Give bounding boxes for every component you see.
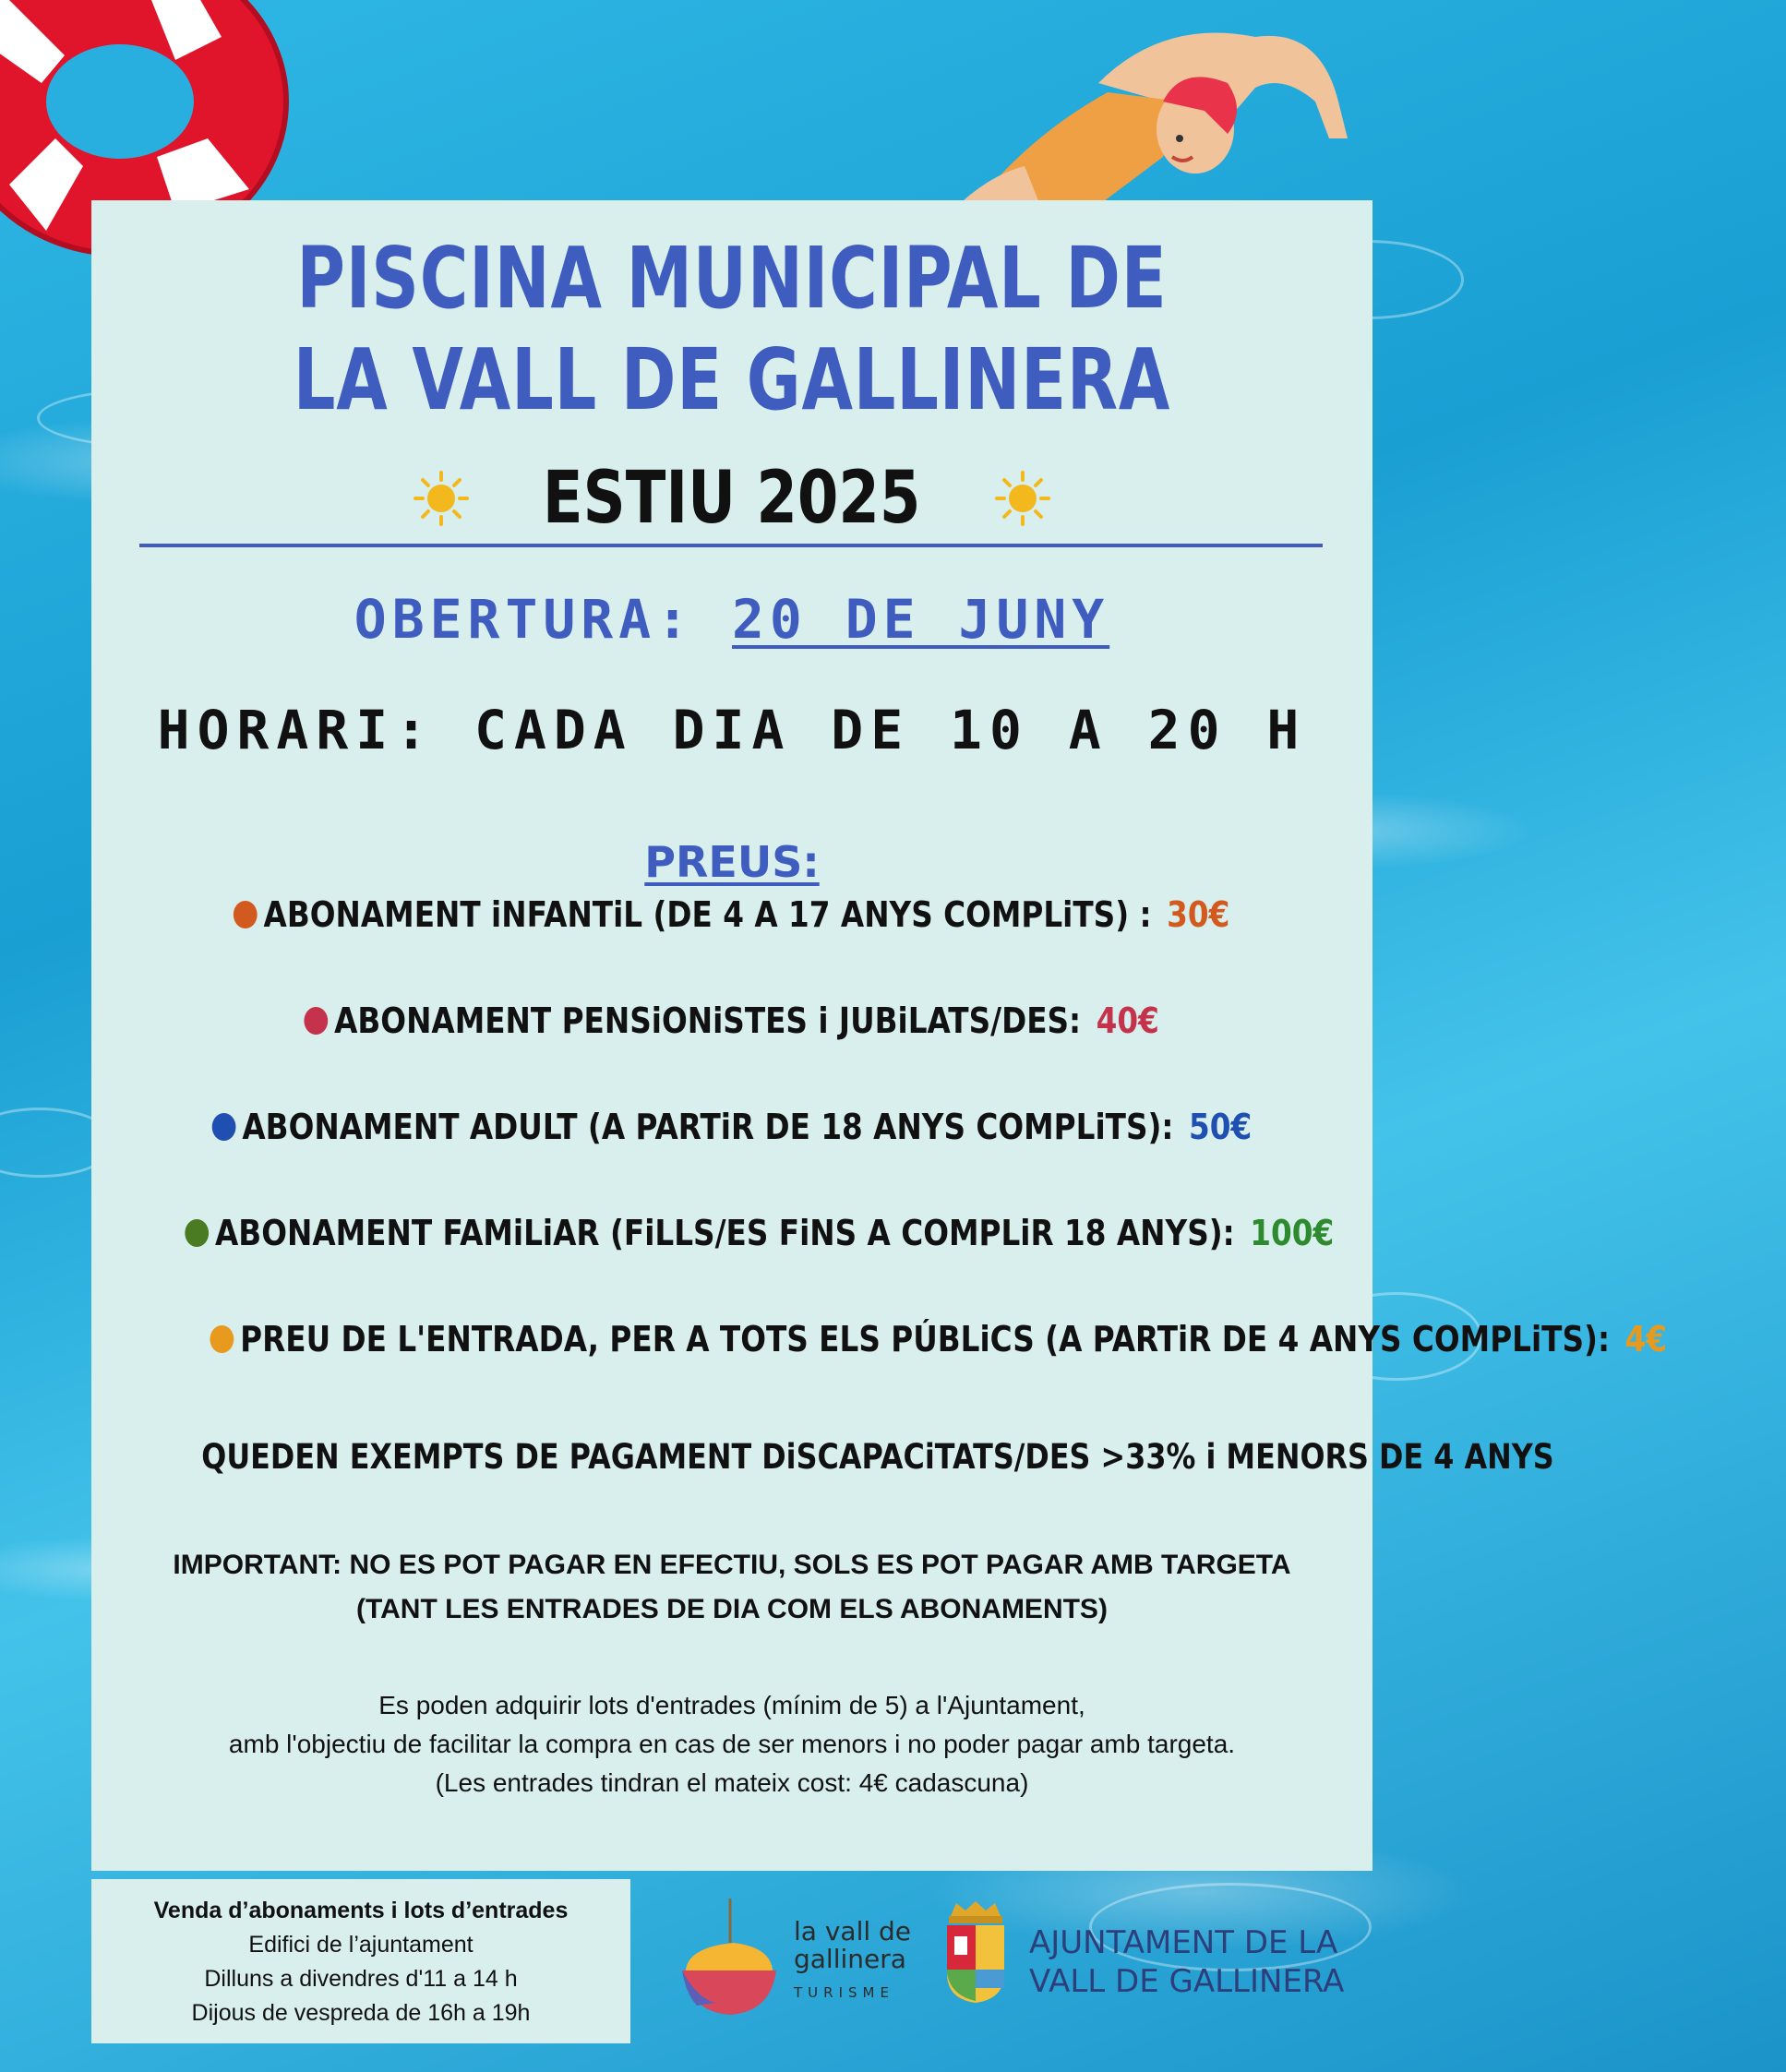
price-item-adult <box>91 1107 1372 1147</box>
opening-hours: HORARI: CADA DIA DE 10 A 20 H <box>157 699 1307 761</box>
sun-icon <box>995 471 1050 526</box>
council-name <box>1029 1923 1361 2001</box>
ticket-lots-note <box>91 1686 1372 1803</box>
bullet-dot <box>212 1113 236 1141</box>
exemption-note <box>91 1437 1554 1477</box>
council-line-2: VALL DE GALLINERA <box>1029 1963 1345 2000</box>
price-value: 4€ <box>1624 1319 1668 1359</box>
turisme-line-2: gallinera <box>794 1944 906 1974</box>
price-value: 40€ <box>1097 1000 1160 1041</box>
sales-info-box <box>91 1879 630 2043</box>
council-crest-icon <box>941 1899 1010 2005</box>
council-line-1: AJUNTAMENT DE LA <box>1029 1924 1338 1961</box>
opening-label: OBERTURA: <box>354 588 695 651</box>
info-panel <box>91 200 1668 1871</box>
bullet-dot <box>305 1007 329 1035</box>
season-heading <box>91 449 1372 543</box>
price-value: 50€ <box>1189 1107 1253 1147</box>
sun-icon <box>414 471 469 526</box>
opening-date <box>91 588 1372 651</box>
turisme-logo-text <box>794 1918 941 2006</box>
price-item-child <box>91 894 1372 935</box>
price-label: ABONAMENT PENSiONiSTES i JUBiLATS/DES: <box>334 1000 1082 1041</box>
price-item-family <box>91 1213 1372 1253</box>
turisme-subtitle: TURISME <box>794 1984 894 2001</box>
prices-heading: PREUS: <box>644 837 820 887</box>
price-label: ABONAMENT iNFANTiL (DE 4 A 17 ANYS COMPLiTS) : <box>263 894 1152 935</box>
important-note <box>91 1543 1372 1632</box>
price-label: ABONAMENT ADULT (A PARTiR DE 18 ANYS COMPLiTS): <box>242 1107 1174 1147</box>
price-value: 100€ <box>1250 1213 1335 1253</box>
important-line-2: (TANT LES ENTRADES DE DIA COM ELS ABONAMENTS) <box>356 1594 1108 1624</box>
divider <box>139 544 1323 547</box>
title-line-1: PISCINA MUNICIPAL DE <box>296 229 1168 328</box>
turisme-line-1: la vall de <box>794 1916 912 1946</box>
opening-date-value: 20 DE JUNY <box>732 588 1110 651</box>
price-item-pensioners <box>91 1000 1372 1041</box>
important-line-1: IMPORTANT: NO ES POT PAGAR EN EFECTIU, SOLS ES POT PAGAR AMB TARGETA <box>173 1550 1291 1580</box>
price-item-entry <box>91 1319 1668 1359</box>
sales-thursday-hours: Dijous de vespreda de 16h a 19h <box>191 2000 531 2026</box>
bullet-dot <box>210 1325 234 1353</box>
lots-line-3: (Les entrades tindran el mateix cost: 4€ cadascuna) <box>435 1768 1029 1797</box>
sales-weekday-hours: Dilluns a divendres d'11 a 14 h <box>204 1966 518 1992</box>
price-label: PREU DE L'ENTRADA, PER A TOTS ELS PÚBLiCS (A PARTiR DE 4 ANYS COMPLiTS): <box>240 1319 1611 1359</box>
season-text: ESTIU 2025 <box>543 456 921 540</box>
sales-location: Edifici de l’ajuntament <box>248 1932 473 1958</box>
title-line-2: LA VALL DE GALLINERA <box>293 330 1171 429</box>
swimmer-illustration <box>951 0 1357 212</box>
lots-line-1: Es poden adquirir lots d'entrades (mínim de 5) a l'Ajuntament, <box>378 1691 1085 1719</box>
price-label: ABONAMENT FAMiLiAR (FiLLS/ES FiNS A COMPLiR 18 ANYS): <box>215 1213 1235 1253</box>
lots-line-2: amb l'objectiu de facilitar la compra en cas de ser menors i no poder pagar amb targeta. <box>228 1730 1236 1758</box>
price-value: 30€ <box>1167 894 1230 935</box>
bullet-dot <box>185 1219 209 1247</box>
sales-heading: Venda d’abonaments i lots d’entrades <box>153 1898 569 1923</box>
exemption-text: QUEDEN EXEMPTS DE PAGAMENT DiSCAPACiTATS/DES >33% i MENORS DE 4 ANYS <box>201 1437 1554 1477</box>
bullet-dot <box>234 901 258 928</box>
